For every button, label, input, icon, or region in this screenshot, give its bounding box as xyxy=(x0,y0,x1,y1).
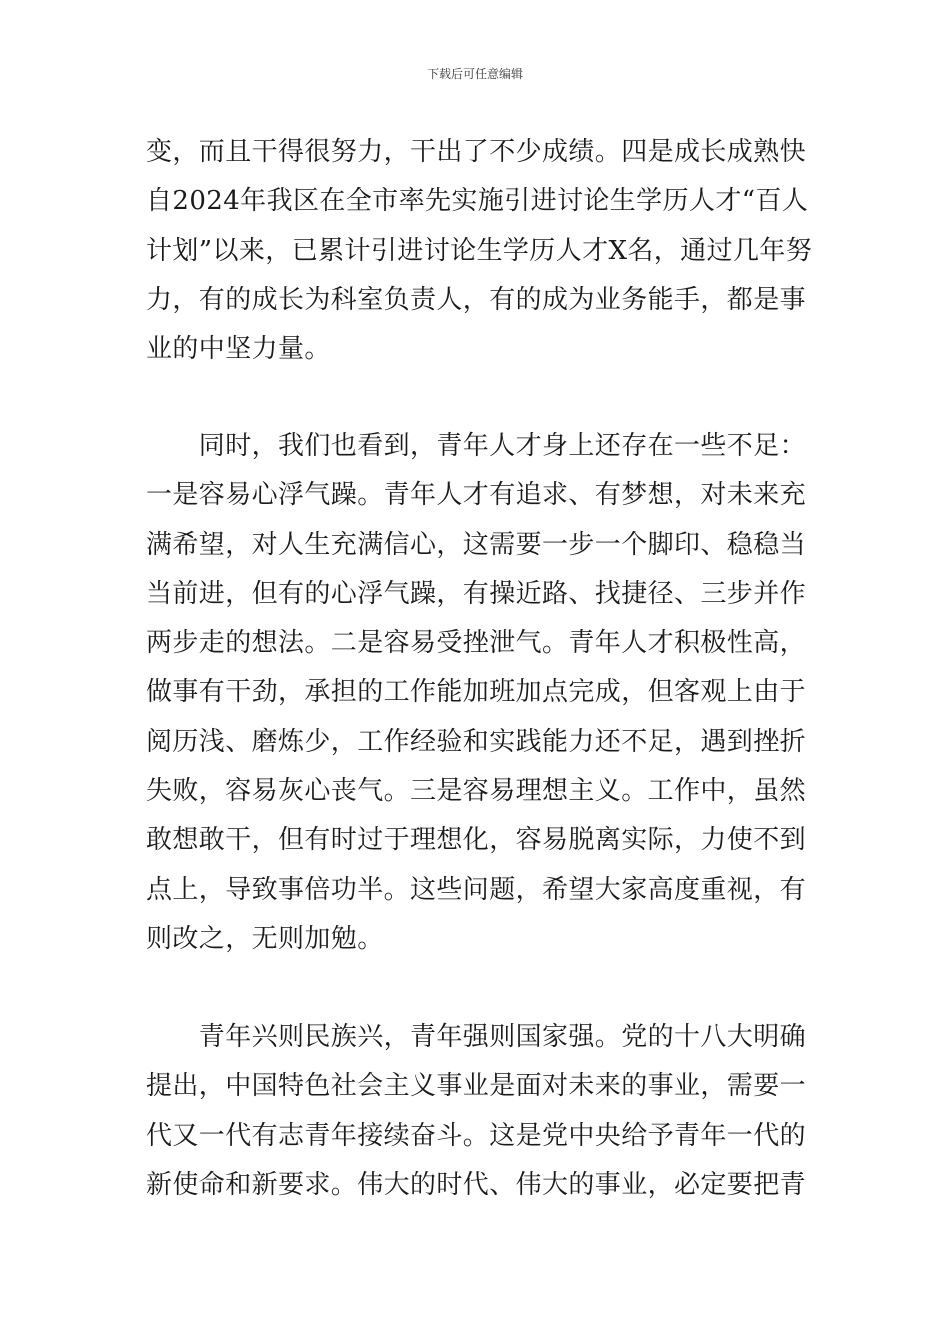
text-line: 当前进，但有的心浮气躁，有操近路、找捷径、三步并作 xyxy=(146,578,807,609)
paragraph-1 xyxy=(146,128,813,374)
paragraph-2 xyxy=(146,422,806,964)
text-line: 做事有干劲，承担的工作能加班加点完成，但客观上由于 xyxy=(146,677,807,708)
text-line: 自2024年我区在全市率先实施引进讨论生学历人才“百人 xyxy=(146,186,809,217)
text-line: 满希望，对人生充满信心，这需要一步一个脚印、稳稳当 xyxy=(146,529,807,560)
text-line: 一是容易心浮气躁。青年人才有追求、有梦想，对未来充 xyxy=(146,480,807,511)
text-line: 提出，中国特色社会主义事业是面对未来的事业，需要一 xyxy=(146,1071,807,1102)
text-line: 代又一代有志青年接续奋斗。这是党中央给予青年一代的 xyxy=(146,1120,807,1151)
text-line: 阅历浅、磨炼少，工作经验和实践能力还不足，遇到挫折 xyxy=(146,726,807,757)
text-line: 计划”以来，已累计引进讨论生学历人才X名，通过几年努 xyxy=(146,235,813,266)
paragraph-3 xyxy=(146,1013,806,1210)
text-line: 则改之，无则加勉。 xyxy=(146,923,384,954)
text-line: 两步走的想法。二是容易受挫泄气。青年人才积极性高， xyxy=(146,628,807,659)
text-line: 敢想敢干，但有时过于理想化，容易脱离实际，力使不到 xyxy=(146,825,807,856)
text-line: 同时，我们也看到，青年人才身上还存在一些不足： xyxy=(146,431,807,461)
text-line: 业的中坚力量。 xyxy=(146,334,331,365)
page-header: 下载后可任意编辑 xyxy=(426,67,523,81)
text-line: 青年兴则民族兴，青年强则国家强。党的十八大明确 xyxy=(146,1022,807,1052)
text-line: 点上，导致事倍功半。这些问题，希望大家高度重视，有 xyxy=(146,874,807,905)
text-line: 新使命和新要求。伟大的时代、伟大的事业，必定要把青 xyxy=(146,1169,807,1200)
text-line: 力，有的成长为科室负责人，有的成为业务能手，都是事 xyxy=(146,284,807,315)
text-line: 失败，容易灰心丧气。三是容易理想主义。工作中，虽然 xyxy=(146,776,807,807)
text-line: 变，而且干得很努力，干出了不少成绩。四是成长成熟快 xyxy=(146,137,807,167)
